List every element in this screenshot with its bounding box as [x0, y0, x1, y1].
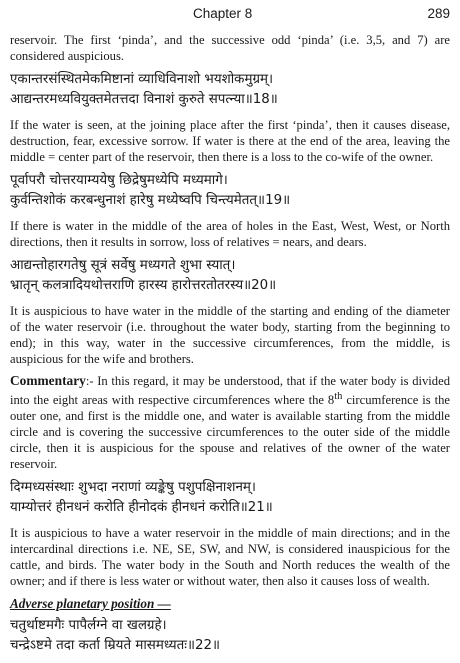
translation-paragraph: If the water is seen, at the joining place after the first ‘pinda’, then it causes disease, destruction, fear, excessive sorrow. If water is there at the end of the area, leaving the middle = center part of the reservoir, then there is a loss to the co-wife of the owner. [10, 118, 450, 164]
verse-line: दिग्मध्यसंस्थाः शुभदा नराणां व्यङ्केषु पशुपक्षिनाशनम्। [10, 480, 256, 496]
commentary-label: Commentary [10, 373, 86, 388]
verse-line: याम्योत्तरं हीनधनं करोति हीनोदकं हीनधनं करोति॥21॥ [10, 500, 273, 516]
commentary-paragraph [10, 373, 450, 472]
verse-line: आद्यन्तरमध्यवियुक्तमेतत्तदा विनाशं कुरुते सपत्न्या॥18॥ [10, 92, 278, 107]
paragraph-continuation: reservoir. The first ‘pinda’, and the successive odd ‘pinda’ (i.e. 3,5, and 7) are considered auspicious. [10, 33, 450, 63]
verse-line: चन्द्रेऽष्टमे तदा कर्ता म्रियते मासमध्यतः॥22॥ [10, 638, 221, 654]
verse-line: एकान्तरसंस्थितमेकमिष्टानां व्याधिविनाशो भयशोकमुग्रम्। [10, 72, 274, 87]
translation-paragraph: It is auspicious to have water in the middle of the starting and ending of the diameter of the water reservoir (i.e. throughout the water body, starting from the beginning to end); in this way, water in the successive circumferences, from the middle, is auspicious for the wife and brothers. [10, 304, 450, 366]
verse-21 [10, 478, 450, 518]
page-number: 289 [427, 6, 450, 21]
commentary-text-start: :- In this regard, it may be understood, that if the water body is divided into the eight areas with respective circumferences where the 8 [10, 374, 450, 408]
section-heading: Adverse planetary position — [10, 596, 171, 612]
chapter-title: Chapter 8 [193, 6, 253, 21]
verse-line: भ्रातृन् कलत्रादियथोत्तराणि हारस्य हारोत्तरतोतरस्य॥20॥ [10, 278, 277, 293]
verse-20 [10, 256, 450, 296]
page-body [10, 32, 450, 663]
verse-line: आद्यन्तोहारगतेषु सूत्रं सर्वेषु मध्यगते शुभा स्यात्। [10, 258, 236, 273]
verse-line: पूर्वापरौ चोत्तरयाम्ययेषु छिद्रेषुमध्येपि मध्यमागे। [10, 173, 228, 188]
verse-line: चतुर्थाष्टमगैः पापैर्लग्ने वा खलग्रहे। [10, 618, 167, 634]
translation-paragraph: It is auspicious to have a water reservoir in the middle of main directions; and in the intercardinal directions i.e. NE, SE, SW, and NW, is considered inauspicious for the cattle, and birds. The water body in the South and North reduces the wealth of the owner; and if there is less water or without water, then also it causes loss of wealth. [10, 526, 450, 589]
commentary-text-end: circumference is the outer one, and first is the middle one, and water is available starting from the middle circle and is covering the successive circumferences to the outer side of the middle circle, then it is auspicious for the spouse and relatives of the owner of the water reservoir. [10, 393, 450, 472]
running-header [0, 6, 460, 26]
verse-line: कुर्वन्तिशोकं करबन्धुनाशं हारेषु मध्येष्वपि चिन्त्यमेतत्॥19॥ [10, 193, 291, 208]
verse-22 [10, 616, 450, 656]
verse-18 [10, 70, 450, 110]
ordinal-suffix: th [334, 391, 343, 402]
translation-paragraph: If there is water in the middle of the area of holes in the East, West, West, or North directions, then it results in sorrow, loss of relatives = nears, and dears. [10, 219, 450, 249]
verse-19 [10, 171, 450, 211]
